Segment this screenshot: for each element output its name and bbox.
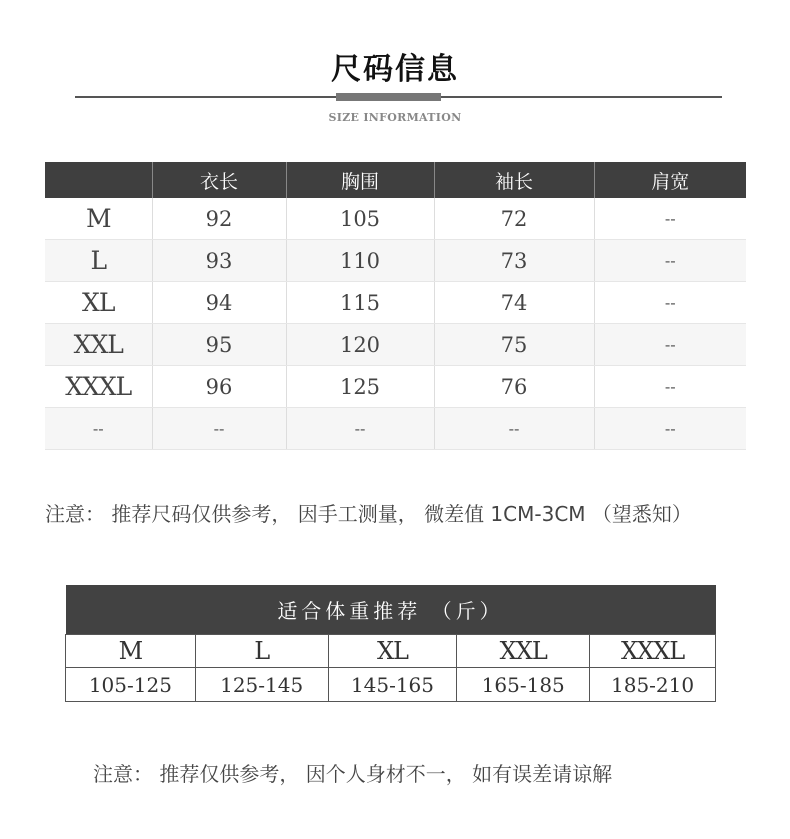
weight-table-title: 适合体重推荐 （斤） bbox=[66, 585, 716, 635]
table-row bbox=[45, 240, 746, 282]
weight-range-cell: 145-165 bbox=[328, 668, 457, 702]
column-header-sleeve: 袖长 bbox=[434, 162, 594, 198]
weight-size-cell: XXL bbox=[457, 635, 590, 668]
table-row bbox=[45, 282, 746, 324]
length-cell: 93 bbox=[152, 240, 286, 282]
size-table-header bbox=[45, 162, 746, 198]
weight-range-cell: 185-210 bbox=[590, 668, 716, 702]
chest-cell: 105 bbox=[286, 198, 434, 240]
size-table bbox=[45, 162, 746, 450]
sleeve-cell: -- bbox=[434, 408, 594, 450]
length-cell: -- bbox=[152, 408, 286, 450]
weight-table bbox=[65, 585, 716, 702]
length-cell: 94 bbox=[152, 282, 286, 324]
column-header-size bbox=[45, 162, 152, 198]
weight-size-cell: L bbox=[195, 635, 328, 668]
table-row bbox=[45, 366, 746, 408]
table-row bbox=[45, 408, 746, 450]
column-header-chest: 胸围 bbox=[286, 162, 434, 198]
table-row bbox=[45, 324, 746, 366]
chest-cell: 110 bbox=[286, 240, 434, 282]
chest-cell: 125 bbox=[286, 366, 434, 408]
column-header-shoulder: 肩宽 bbox=[594, 162, 746, 198]
shoulder-cell: -- bbox=[594, 240, 746, 282]
sleeve-cell: 72 bbox=[434, 198, 594, 240]
chest-cell: 115 bbox=[286, 282, 434, 324]
sleeve-cell: 76 bbox=[434, 366, 594, 408]
page-title: 尺码信息 bbox=[331, 52, 459, 87]
shoulder-cell: -- bbox=[594, 282, 746, 324]
size-cell: M bbox=[45, 198, 152, 240]
shoulder-cell: -- bbox=[594, 408, 746, 450]
sleeve-cell: 75 bbox=[434, 324, 594, 366]
title-divider-accent bbox=[336, 93, 441, 101]
weight-range-cell: 105-125 bbox=[66, 668, 196, 702]
weight-size-cell: M bbox=[66, 635, 196, 668]
column-header-length: 衣长 bbox=[152, 162, 286, 198]
shoulder-cell: -- bbox=[594, 198, 746, 240]
weight-range-row bbox=[66, 668, 716, 702]
length-cell: 95 bbox=[152, 324, 286, 366]
size-cell: L bbox=[45, 240, 152, 282]
weight-size-row bbox=[66, 635, 716, 668]
size-cell: XXXL bbox=[45, 366, 152, 408]
size-cell: XL bbox=[45, 282, 152, 324]
shoulder-cell: -- bbox=[594, 366, 746, 408]
chest-cell: -- bbox=[286, 408, 434, 450]
size-cell: XXL bbox=[45, 324, 152, 366]
weight-note: 注意： 推荐仅供参考， 因个人身材不一， 如有误差请谅解 bbox=[93, 762, 613, 786]
size-cell: -- bbox=[45, 408, 152, 450]
weight-range-cell: 125-145 bbox=[195, 668, 328, 702]
weight-size-cell: XL bbox=[328, 635, 457, 668]
shoulder-cell: -- bbox=[594, 324, 746, 366]
length-cell: 96 bbox=[152, 366, 286, 408]
weight-range-cell: 165-185 bbox=[457, 668, 590, 702]
length-cell: 92 bbox=[152, 198, 286, 240]
weight-size-cell: XXXL bbox=[590, 635, 716, 668]
table-row bbox=[45, 198, 746, 240]
measurement-note: 注意： 推荐尺码仅供参考， 因手工测量， 微差值 1CM-3CM （望悉知） bbox=[45, 502, 692, 526]
sleeve-cell: 74 bbox=[434, 282, 594, 324]
chest-cell: 120 bbox=[286, 324, 434, 366]
sleeve-cell: 73 bbox=[434, 240, 594, 282]
page-subtitle: SIZE INFORMATION bbox=[328, 111, 462, 124]
